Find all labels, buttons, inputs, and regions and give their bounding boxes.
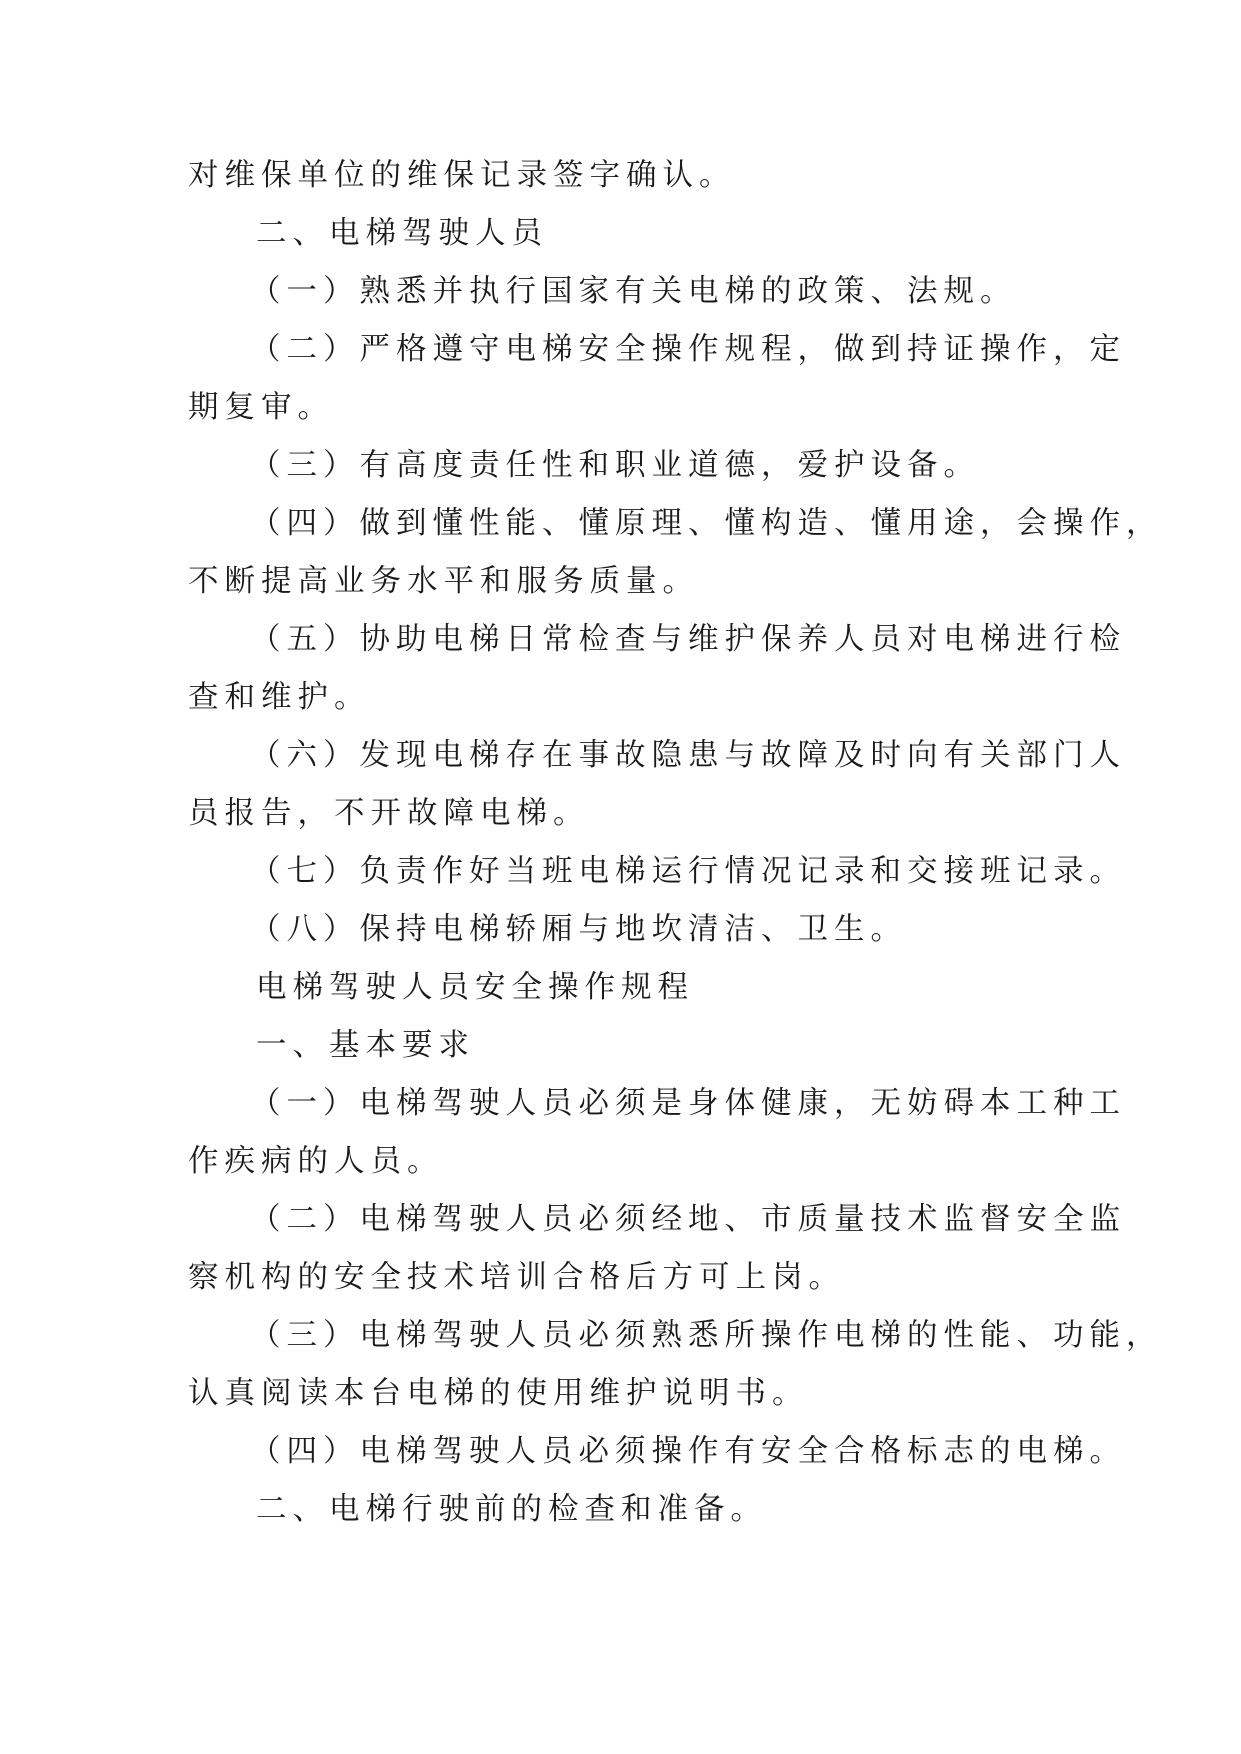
list-item-continuation: 查和维护。 bbox=[188, 680, 371, 715]
list-item: （四）做到懂性能、懂原理、懂构造、懂用途，会操作， bbox=[250, 506, 1163, 541]
list-item: （五）协助电梯日常检查与维护保养人员对电梯进行检 bbox=[250, 622, 1126, 657]
list-item: （三）电梯驾驶人员必须熟悉所操作电梯的性能、功能， bbox=[250, 1318, 1163, 1353]
section-heading: 二、电梯行驶前的检查和准备。 bbox=[256, 1492, 767, 1527]
list-item: （六）发现电梯存在事故隐患与故障及时向有关部门人 bbox=[250, 738, 1126, 773]
list-item-continuation: 认真阅读本台电梯的使用维护说明书。 bbox=[188, 1376, 809, 1411]
list-item: （二）严格遵守电梯安全操作规程，做到持证操作，定 bbox=[250, 332, 1126, 367]
document-body bbox=[188, 156, 1163, 1530]
paragraph-line: 对维保单位的维保记录签字确认。 bbox=[188, 158, 736, 193]
list-item: （八）保持电梯轿厢与地坎清洁、卫生。 bbox=[250, 912, 907, 947]
section-heading: 二、电梯驾驶人员 bbox=[256, 216, 548, 251]
list-item: （四）电梯驾驶人员必须操作有安全合格标志的电梯。 bbox=[250, 1434, 1126, 1469]
list-item: （二）电梯驾驶人员必须经地、市质量技术监督安全监 bbox=[250, 1202, 1126, 1237]
section-title: 电梯驾驶人员安全操作规程 bbox=[256, 970, 694, 1005]
list-item-continuation: 员报告，不开故障电梯。 bbox=[188, 796, 590, 831]
list-item-continuation: 期复审。 bbox=[188, 390, 334, 425]
list-item-continuation: 察机构的安全技术培训合格后方可上岗。 bbox=[188, 1260, 845, 1295]
list-item-continuation: 不断提高业务水平和服务质量。 bbox=[188, 564, 699, 599]
section-heading: 一、基本要求 bbox=[256, 1028, 475, 1063]
list-item: （一）电梯驾驶人员必须是身体健康，无妨碍本工种工 bbox=[250, 1086, 1126, 1121]
list-item: （七）负责作好当班电梯运行情况记录和交接班记录。 bbox=[250, 854, 1126, 889]
list-item-continuation: 作疾病的人员。 bbox=[188, 1144, 444, 1179]
list-item: （一）熟悉并执行国家有关电梯的政策、法规。 bbox=[250, 274, 1017, 309]
list-item: （三）有高度责任性和职业道德，爱护设备。 bbox=[250, 448, 980, 483]
